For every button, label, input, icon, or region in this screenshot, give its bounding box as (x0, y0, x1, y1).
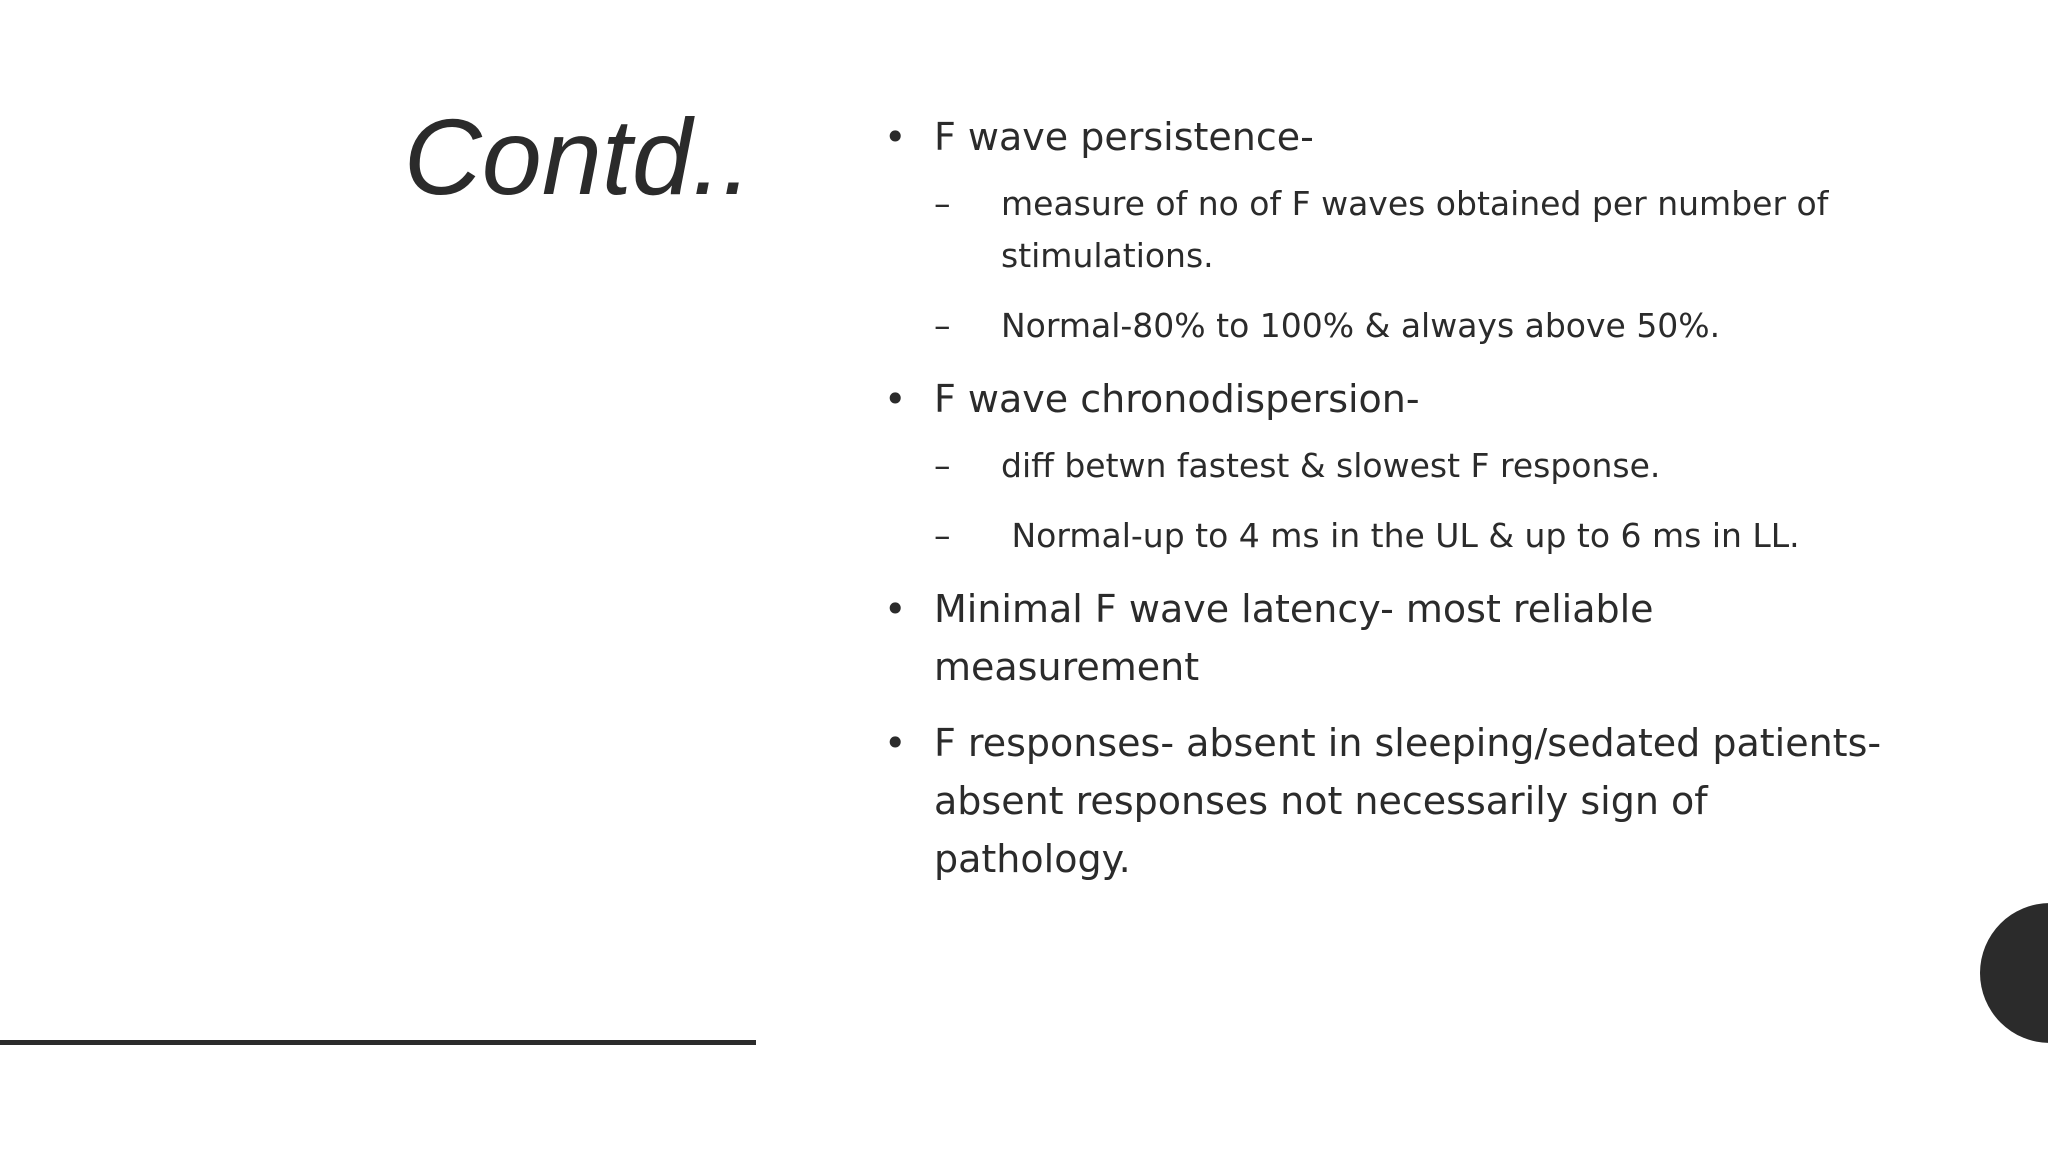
bullet-item (880, 714, 1890, 888)
bullet-text: F wave chronodispersion- (934, 377, 1420, 421)
bullet-text: F responses- absent in sleeping/sedated patients- absent responses not necessarily sign of pathology. (934, 721, 1882, 881)
sub-bullet-list (934, 440, 1890, 562)
bullet-list (880, 108, 1890, 906)
sub-bullet-item: – diff betwn fastest & slowest F response. (934, 440, 1890, 492)
decorative-circle (1980, 903, 2048, 1043)
sub-bullet-item: – measure of no of F waves obtained per number of stimulations. (934, 178, 1890, 282)
bullet-item (880, 580, 1890, 696)
bullet-item (880, 370, 1890, 562)
bullet-text: Minimal F wave latency- most reliable measurement (934, 587, 1654, 689)
sub-bullet-list (934, 178, 1890, 352)
sub-bullet-item: – Normal-80% to 100% & always above 50%. (934, 300, 1890, 352)
slide-title: Contd.. (403, 96, 752, 217)
sub-bullet-item: – Normal-up to 4 ms in the UL & up to 6 ms in LL. (934, 510, 1890, 562)
bullet-item (880, 108, 1890, 352)
bullet-text: F wave persistence- (934, 115, 1314, 159)
divider-line (0, 1040, 756, 1045)
